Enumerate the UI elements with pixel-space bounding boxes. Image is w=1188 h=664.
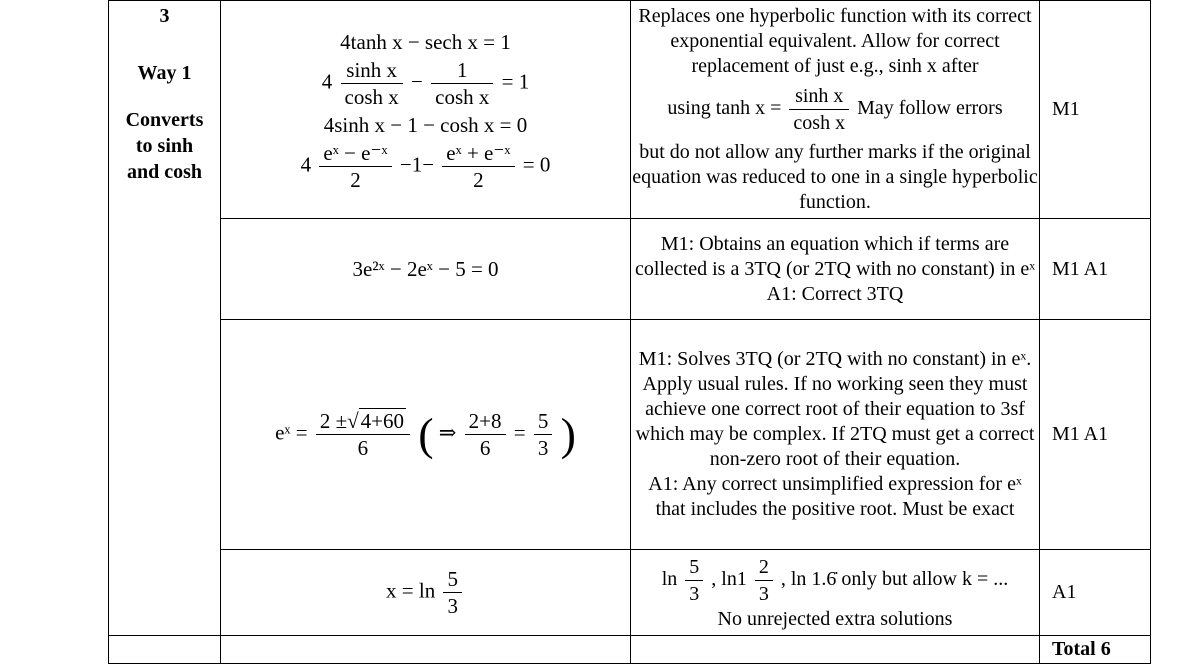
fraction-denominator: 3 — [758, 582, 769, 605]
method-line: to sinh — [135, 135, 194, 157]
fraction-numerator: sinh x — [341, 57, 403, 84]
scheme-row-3 — [109, 320, 1151, 550]
guidance-text: No unrejected extra solutions — [717, 607, 953, 630]
fraction — [755, 554, 773, 607]
scheme-row-2 — [109, 219, 1151, 320]
working-line-2 — [221, 57, 630, 110]
left-paren: ( — [418, 408, 434, 460]
guidance-formula — [631, 554, 1039, 607]
marks-cell: M1 A1 — [1040, 320, 1151, 550]
fraction-denominator: 3 — [447, 594, 458, 618]
working-line-4 — [221, 140, 630, 193]
fraction-denominator: cosh x — [344, 84, 399, 109]
marks-cell: M1 — [1040, 1, 1151, 219]
guidance-cell — [631, 1, 1040, 219]
fraction-denominator: 6 — [357, 436, 369, 460]
fraction — [685, 554, 703, 607]
method-description — [109, 103, 220, 185]
fraction-denominator: 6 — [479, 436, 491, 460]
implies-symbol: ⇒ — [438, 420, 457, 445]
fraction-numerator: 5 — [443, 566, 462, 593]
numerator-prefix: 2 ± — [319, 409, 348, 433]
guidance-text: May follow errors — [857, 97, 1003, 120]
coefficient: 4 — [300, 151, 312, 176]
lhs: x = ln — [386, 578, 436, 603]
sqrt-radicand: 4+60 — [360, 409, 404, 433]
question-number: 3 — [159, 5, 170, 27]
marks-cell: M1 A1 — [1040, 219, 1151, 320]
fraction-numerator: 5 — [685, 554, 703, 581]
working-cell — [221, 550, 631, 636]
fraction — [443, 566, 462, 619]
fraction — [316, 408, 410, 461]
guidance-text: A1: Any correct unsimplified expression for eˣ that includes the positive root. Must be exact — [648, 473, 1022, 520]
right-paren: ) — [560, 408, 576, 460]
fraction-numerator: sinh x — [789, 83, 849, 110]
total-row — [109, 636, 1151, 664]
working-line-3: 4sinh x − 1 − cosh x = 0 — [323, 112, 528, 137]
working-line-1: 3e²ˣ − 2eˣ − 5 = 0 — [352, 257, 499, 281]
working-line-1 — [221, 566, 630, 619]
scheme-row-1 — [109, 1, 1151, 219]
coefficient: 4 — [321, 68, 333, 93]
operator: − — [411, 68, 423, 93]
guidance-text: M1: Solves 3TQ (or 2TQ with no constant) in eˣ. Apply usual rules. If no working seen they must achieve one correct root of their equation to 3sf which may be complex. If 2TQ must get a correct non-zero root of their equation. — [635, 348, 1035, 470]
fraction — [431, 57, 493, 110]
fraction — [789, 83, 849, 136]
fraction-numerator: 5 — [534, 408, 553, 435]
fraction-numerator: 2 — [755, 554, 773, 581]
mark-scheme-table — [108, 0, 1151, 664]
fraction-denominator: 3 — [537, 436, 549, 460]
working-line-1: 4tanh x − sech x = 1 — [340, 29, 511, 54]
fraction-numerator: eˣ − e⁻ˣ — [319, 140, 391, 167]
method-line: and cosh — [126, 161, 203, 183]
method-line: Converts — [125, 109, 204, 131]
empty-cell — [221, 636, 631, 664]
equals: = — [513, 420, 526, 445]
guidance-text: , ln1 — [711, 567, 747, 590]
working-line-1 — [221, 408, 630, 461]
guidance-cell — [631, 320, 1040, 550]
guidance-text: using tanh x = — [667, 97, 782, 120]
fraction — [341, 57, 403, 110]
guidance-text: A1: Correct 3TQ — [766, 282, 904, 305]
operator: −1− — [399, 151, 435, 176]
way-label: Way 1 — [137, 62, 192, 84]
fraction-numerator: eˣ + e⁻ˣ — [442, 140, 514, 167]
guidance-formula — [631, 83, 1039, 136]
guidance-cell — [631, 550, 1040, 636]
total-marks: Total 6 — [1040, 636, 1151, 664]
guidance-text: , ln 1.6̇ only but allow k = ... — [780, 567, 1009, 590]
fraction — [465, 408, 506, 461]
empty-cell — [109, 636, 221, 664]
empty-cell — [631, 636, 1040, 664]
fraction-numerator: 2 ±√4+60 — [316, 408, 410, 435]
scheme-row-4 — [109, 550, 1151, 636]
marks-cell: A1 — [1040, 550, 1151, 636]
fraction-numerator: 2+8 — [465, 408, 506, 435]
guidance-text: but do not allow any further marks if the original equation was reduced to one in a single hyperbolic function. — [632, 141, 1038, 213]
rhs: = 0 — [522, 151, 551, 176]
guidance-cell — [631, 219, 1040, 320]
fraction-denominator: cosh x — [435, 84, 490, 109]
fraction-denominator: 2 — [473, 167, 484, 192]
question-cell — [109, 1, 221, 636]
guidance-text: M1: Obtains an equation which if terms are collected is a 3TQ (or 2TQ with no constant) in eˣ — [634, 232, 1036, 280]
fraction — [442, 140, 514, 193]
lhs: eˣ = — [275, 420, 308, 445]
working-cell — [221, 1, 631, 219]
guidance-text: Replaces one hyperbolic function with its correct exponential equivalent. Allow for correct replacement of just e.g., sinh x after — [638, 5, 1032, 77]
fraction — [534, 408, 553, 461]
working-cell — [221, 320, 631, 550]
fraction — [319, 140, 391, 193]
guidance-text: ln — [661, 567, 678, 590]
fraction-denominator: 2 — [350, 167, 361, 192]
working-cell — [221, 219, 631, 320]
fraction-numerator: 1 — [431, 57, 493, 84]
rhs: = 1 — [501, 68, 530, 93]
fraction-denominator: cosh x — [793, 112, 846, 134]
fraction-denominator: 3 — [689, 582, 700, 605]
